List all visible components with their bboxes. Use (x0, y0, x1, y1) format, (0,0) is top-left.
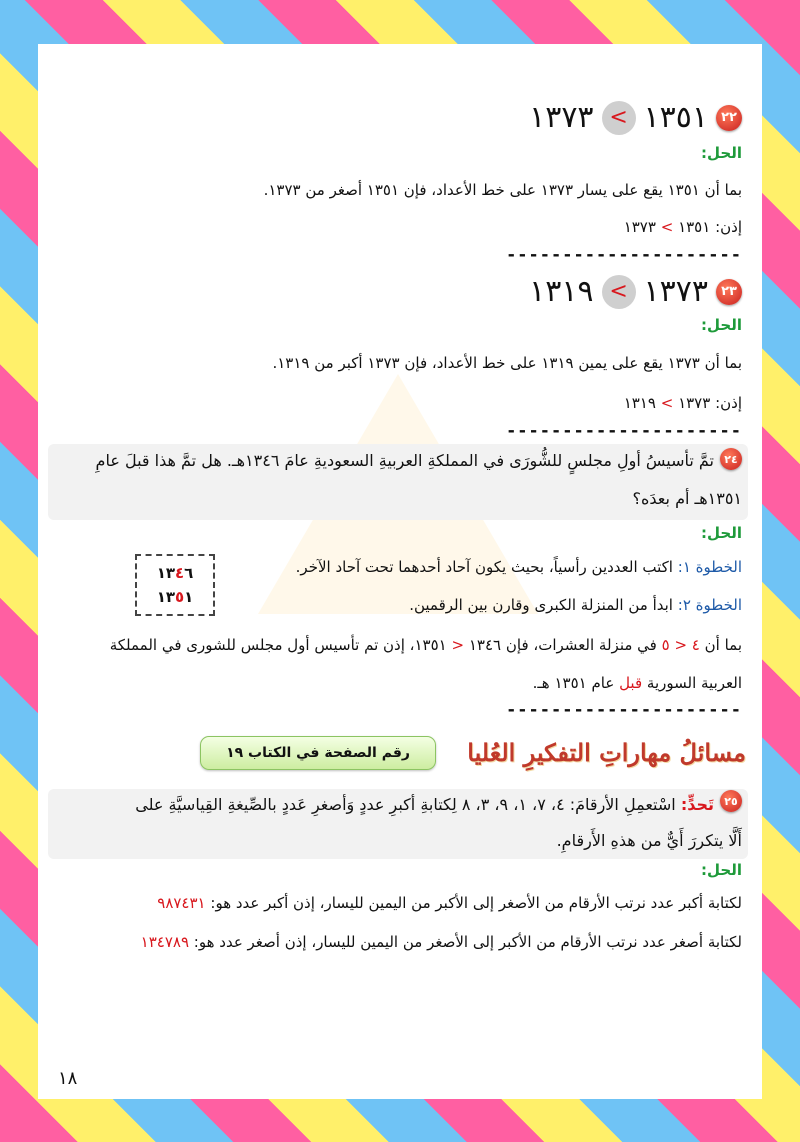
section-title: مسائلُ مهاراتِ التفكيرِ العُليا (467, 738, 746, 767)
problem-24-question-line1: تمَّ تأسيسُ أولِ مجلسٍ للشُّورَى في المملكةِ العربيةِ السعوديةِ عامَ ١٣٤٦هـ. هل تمَّ هذا قبلَ عامِ (95, 451, 714, 470)
solution-label: الحل: (701, 316, 742, 334)
step-1-text: اكتب العددين رأسياً، بحيث يكون آحاد أحدهما تحت آحاد الآخر. (295, 558, 673, 576)
problem-number-badge: ٢٤ (720, 448, 742, 470)
result-operator: > (660, 394, 674, 412)
separator-line: --------------------- (506, 700, 742, 720)
box-bottom-number: ١٣٥١ (156, 588, 194, 606)
result-b: ١٣١٩ (623, 394, 656, 412)
problem-22-result (624, 216, 742, 238)
problem-23-result (624, 392, 742, 414)
problem-25-answer-largest: لكتابة أكبر عدد نرتب الأرقام من الأصغر إلى الأكبر من اليمين لليسار، إذن أكبر عدد هو: ٩٨٧٤٣١ (157, 894, 742, 912)
result-a: ١٣٧٣ (678, 394, 711, 412)
problem-24-question-line2: ١٣٥١هـ أم بعدَه؟ (632, 489, 742, 508)
compare-left-value: ١٣١٩ (529, 274, 594, 309)
page-number: ١٨ (58, 1068, 78, 1089)
step-2 (409, 594, 742, 616)
problem-23-header (529, 274, 742, 309)
problem-22-explanation: بما أن ١٣٥١ يقع على يسار ١٣٧٣ على خط الأعداد، فإن ١٣٥١ أصغر من ١٣٧٣. (263, 181, 742, 199)
solution-label: الحل: (701, 524, 742, 542)
step-1-label: الخطوة ١: (677, 558, 742, 576)
result-prefix: إذن: (715, 218, 742, 236)
problem-25-answer-smallest: لكتابة أصغر عدد نرتب الأرقام من الأكبر إلى الأصغر من اليمين لليسار، إذن أصغر عدد هو: ١٣٤٧٨٩ (140, 933, 742, 951)
largest-number: ٩٨٧٤٣١ (157, 894, 206, 912)
compare-operator: > (602, 275, 636, 309)
compare-left-value: ١٣٧٣ (529, 100, 594, 135)
problem-25-question-line1: تَحدٍّ: اسْتعمِلِ الأرقامَ: ٤، ٧، ١، ٩، ٣، ٨ لِكتابةِ أكبرِ عددٍ وَأصغرِ عَددٍ بالصِّيغةِ القِياسيَّةِ على (135, 795, 714, 814)
problem-number-badge: ٢٢ (716, 105, 742, 131)
book-page-reference: رقم الصفحة في الكتاب ١٩ (200, 736, 436, 770)
problem-22-header (529, 100, 742, 135)
step-2-label: الخطوة ٢: (677, 596, 742, 614)
separator-line: --------------------- (506, 421, 742, 441)
problem-24-conclusion-line1: بما أن ٤ < ٥ في منزلة العشرات، فإن ١٣٤٦ < ١٣٥١، إذن تم تأسيس أول مجلس للشورى في المملكة (109, 636, 742, 654)
problem-24-conclusion-line2: العربية السورية قبل عام ١٣٥١ هـ. (532, 674, 742, 692)
separator-line: --------------------- (506, 245, 742, 265)
solution-label: الحل: (701, 144, 742, 162)
result-prefix: إذن: (715, 394, 742, 412)
smallest-number: ١٣٤٧٨٩ (140, 933, 189, 951)
step-1 (296, 556, 742, 578)
compare-right-value: ١٣٧٣ (643, 274, 708, 309)
solution-label: الحل: (701, 861, 742, 879)
problem-number-badge: ٢٣ (716, 279, 742, 305)
challenge-label: تَحدٍّ: (680, 795, 714, 814)
result-operator: > (660, 218, 674, 236)
result-a: ١٣٥١ (678, 218, 711, 236)
compare-operator: > (602, 101, 636, 135)
box-top-number: ١٣٤٦ (156, 564, 194, 582)
step-2-text: ابدأ من المنزلة الكبرى وقارن بين الرقمين. (409, 596, 673, 614)
problem-23-explanation: بما أن ١٣٧٣ يقع على يمين ١٣١٩ على خط الأعداد، فإن ١٣٧٣ أكبر من ١٣١٩. (272, 354, 742, 372)
page-sheet (38, 44, 762, 1099)
problem-25-question-line2: أَلَّا يتكررَ أَيٌّ من هذهِ الأَرقامِ. (556, 831, 742, 850)
result-b: ١٣٧٣ (623, 218, 656, 236)
problem-number-badge: ٢٥ (720, 790, 742, 812)
page-content (38, 44, 762, 1099)
vertical-comparison-box (135, 554, 215, 616)
compare-right-value: ١٣٥١ (643, 100, 708, 135)
